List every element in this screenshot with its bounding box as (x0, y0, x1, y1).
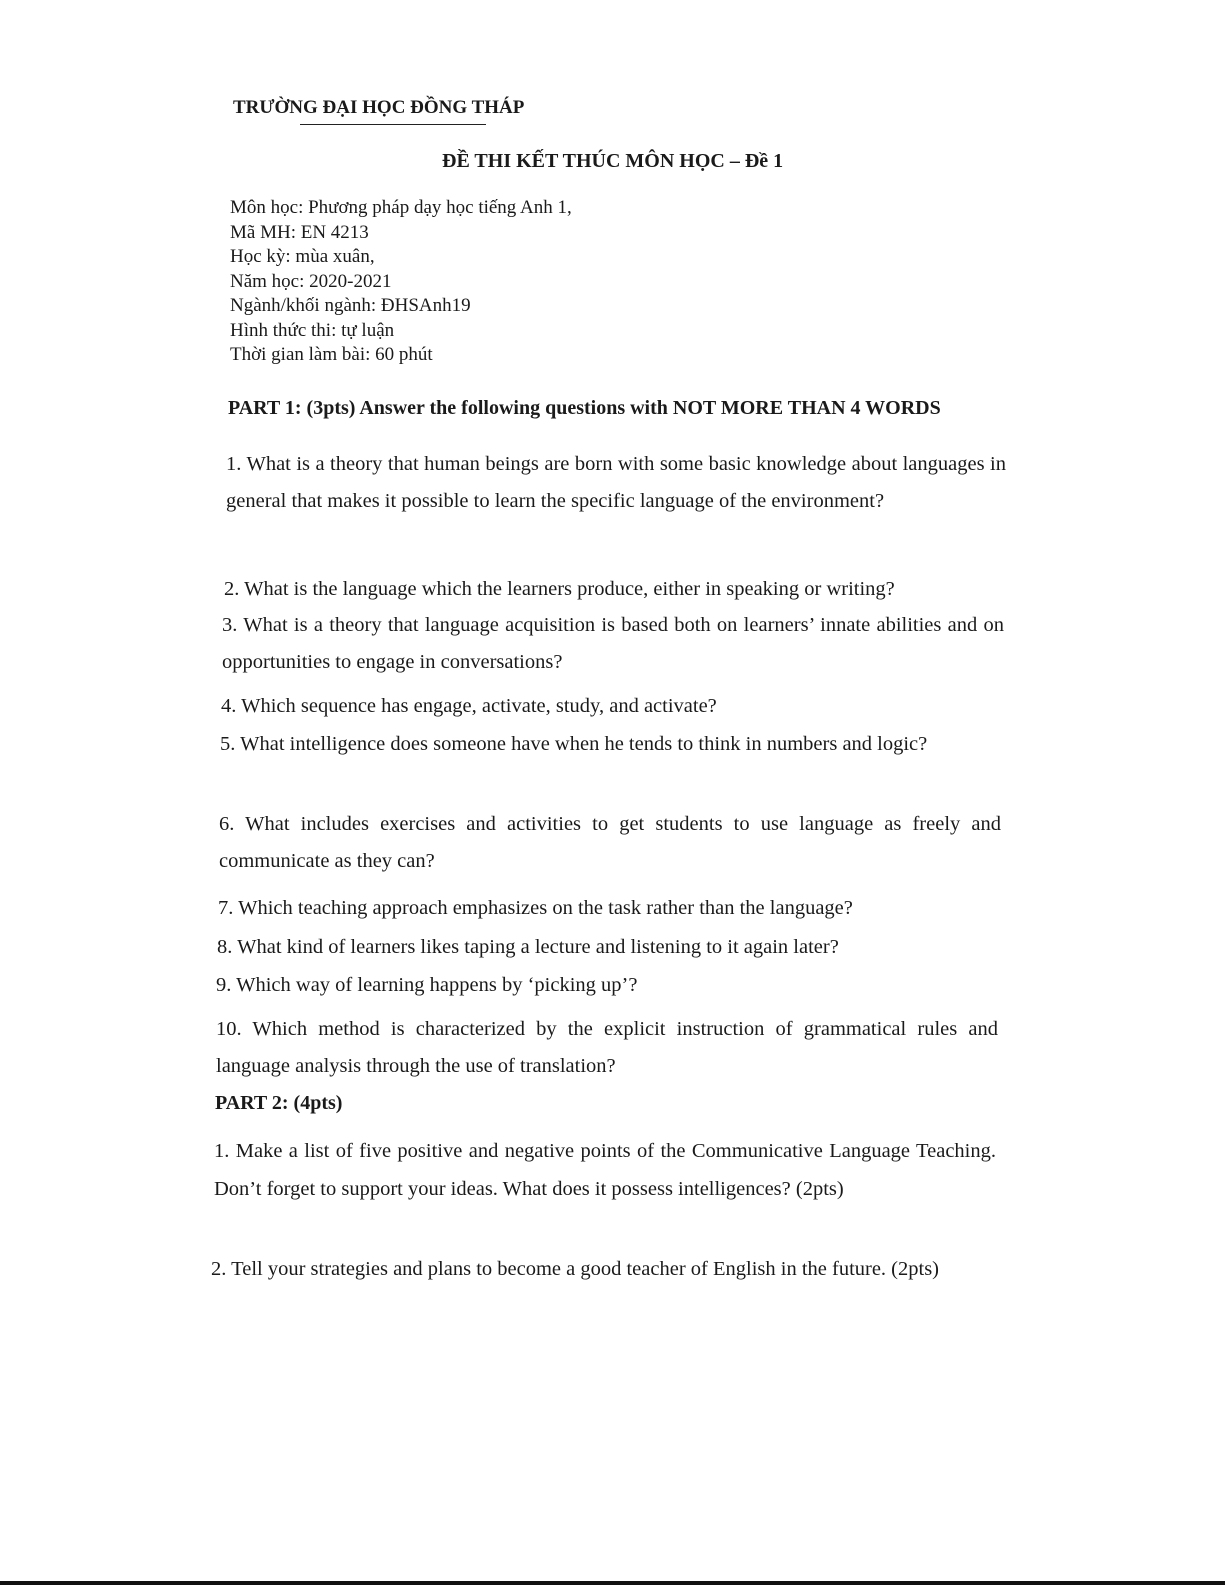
school-name: TRƯỜNG ĐẠI HỌC ĐỒNG THÁP (233, 97, 525, 118)
exam-info (230, 196, 572, 368)
info-duration: Thời gian làm bài: 60 phút (230, 344, 433, 365)
question: 1. What is a theory that human beings are born with some basic knowledge about languages in general that makes it possible to learn the specific language of the environment? (226, 453, 1006, 512)
question: 2. What is the language which the learners produce, either in speaking or writing? (224, 578, 895, 600)
scan-edge-line (0, 1581, 1225, 1585)
question: 1. Make a list of five positive and negative points of the Communicative Language Teaching. Don’t forget to support your ideas. What does it possess intelligences? (2pts) (214, 1140, 996, 1200)
info-year: Năm học: 2020-2021 (230, 270, 392, 292)
question: 4. Which sequence has engage, activate, study, and activate? (221, 695, 717, 717)
info-subject: Môn học: Phương pháp dạy học tiếng Anh 1, (230, 197, 572, 218)
school-underline (300, 124, 486, 125)
question: 7. Which teaching approach emphasizes on the task rather than the language? (218, 897, 853, 919)
info-format: Hình thức thi: tự luận (230, 319, 395, 341)
question: 6. What includes exercises and activities to get students to use language as freely and communicate as they can? (219, 813, 1001, 872)
info-semester: Học kỳ: mùa xuân, (230, 246, 375, 267)
info-major: Ngành/khối ngành: ĐHSAnh19 (230, 295, 471, 316)
question: 3. What is a theory that language acquisition is based both on learners’ innate abilities and on opportunities to engage in conversations? (222, 614, 1004, 673)
part2-heading: PART 2: (4pts) (215, 1092, 343, 1114)
question: 5. What intelligence does someone have when he tends to think in numbers and logic? (220, 733, 928, 755)
question: 2. Tell your strategies and plans to become a good teacher of English in the future. (2pts) (211, 1258, 940, 1280)
question: 9. Which way of learning happens by ‘picking up’? (216, 974, 638, 996)
info-code: Mã MH: EN 4213 (230, 221, 369, 243)
question: 10. Which method is characterized by the explicit instruction of grammatical rules and language analysis through the use of translation? (216, 1018, 998, 1077)
part1-heading: PART 1: (3pts) Answer the following questions with NOT MORE THAN 4 WORDS (228, 397, 941, 419)
question: 8. What kind of learners likes taping a lecture and listening to it again later? (217, 936, 839, 958)
exam-title: ĐỀ THI KẾT THÚC MÔN HỌC – Đề 1 (442, 150, 784, 172)
